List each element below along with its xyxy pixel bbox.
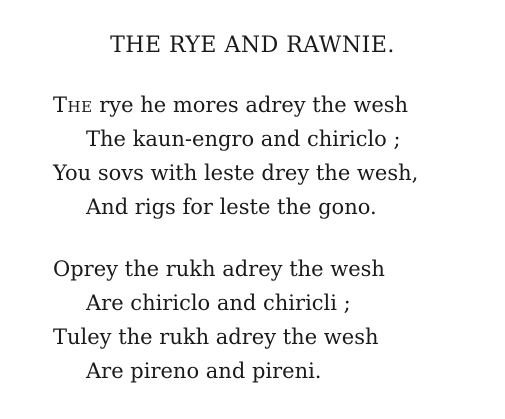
poem-line: You sovs with leste drey the wesh, <box>53 161 419 185</box>
poem-line: The kaun-engro and chiriclo ; <box>86 127 401 151</box>
poem-line: Tuley the rukh adrey the wesh <box>53 325 379 349</box>
poem-line: And rigs for leste the gono. <box>86 195 377 219</box>
poem-line: Oprey the rukh adrey the wesh <box>53 257 385 281</box>
poem-line <box>53 92 408 118</box>
poem-line: Are pireno and pireni. <box>86 359 322 383</box>
line-text: rye he mores adrey the wesh <box>92 93 409 117</box>
poem-title: THE RYE AND RAWNIE. <box>110 33 395 58</box>
poem-line: Are chiriclo and chiricli ; <box>86 291 351 315</box>
drop-word: The <box>53 93 93 117</box>
